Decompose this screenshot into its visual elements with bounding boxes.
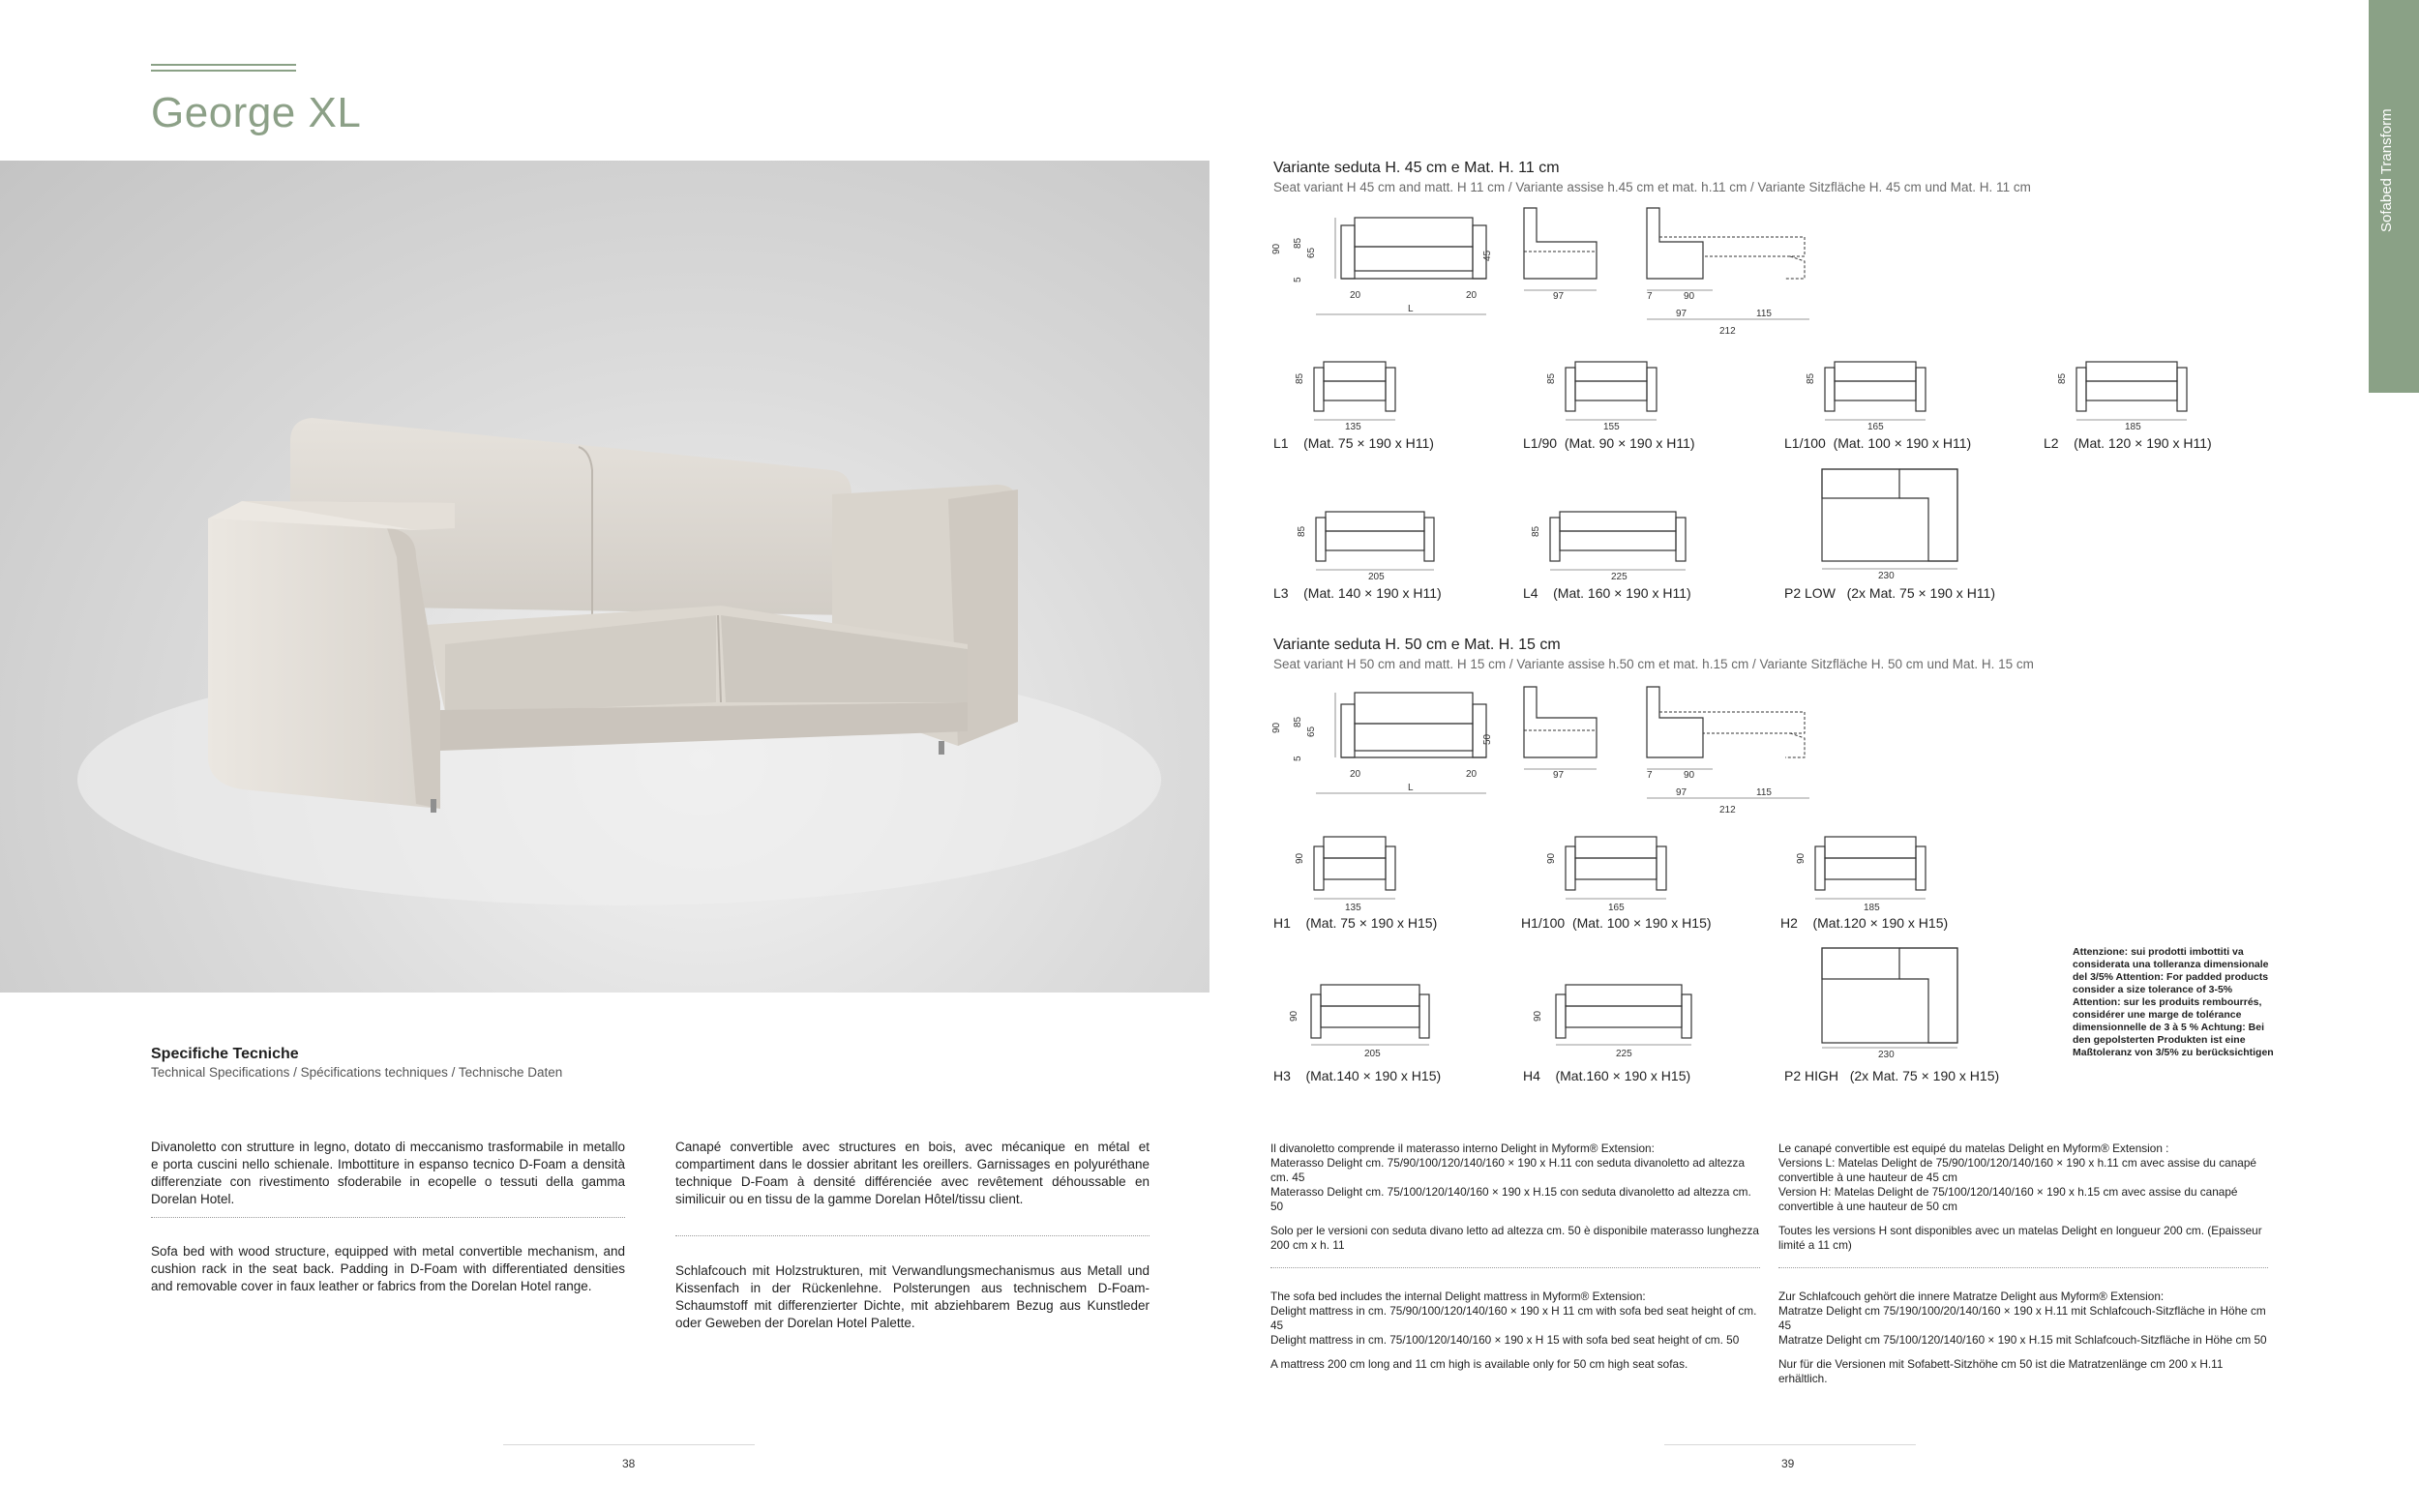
model-l3-drawing [1295, 498, 1449, 585]
dim-d7: 7 [1647, 291, 1653, 302]
model-code: H3 [1273, 1068, 1291, 1083]
open-bed-drawing [1647, 208, 1809, 337]
dim-width: 225 [1616, 1049, 1632, 1059]
mattress-de-line: Matratze Delight cm 75/190/100/20/140/160 × 190 x H.11 mit Schlafcouch-Sitzfläche in Höhe cm 45 [1778, 1304, 2266, 1332]
dim-width: 135 [1345, 422, 1361, 432]
spec-text-de: Schlafcouch mit Holzstrukturen, mit Verwandlungsmechanismus aus Metall und Kissenfach in der Rückenlehne. Polsterungen aus technischem D-Foam-Schaumstoff mit differenzierter Dichte, mit abziehbarem Bezug aus Kunstleder oder Geweben der Dorelan Hotel Palette. [675, 1263, 1150, 1330]
dim-width: 205 [1364, 1049, 1381, 1059]
product-photo [0, 161, 1210, 993]
dim-d97: 97 [1676, 787, 1687, 798]
dim-seat: 50 [1482, 733, 1493, 745]
dim-h85: 85 [1293, 716, 1303, 727]
mattress-de-line: Matratze Delight cm 75/100/120/140/160 × 190 x H.15 mit Schlafcouch-Sitzfläche in Höhe cm 50 [1778, 1333, 2267, 1347]
model-code: L1/90 [1523, 435, 1558, 451]
spec-text-en: Sofa bed with wood structure, equipped with metal convertible mechanism, and cushion rack in the seat back. Padding in D-Foam with differentiated densities and removable cover in faux leather or fabrics from the Dorelan Hotel range. [151, 1244, 625, 1293]
model-label-l4 [1523, 585, 1691, 601]
dim-width: 155 [1603, 422, 1620, 432]
dim-height: 90 [1289, 1010, 1299, 1022]
model-l4-drawing [1529, 498, 1703, 585]
model-mattress: (Mat. 140 × 190 x H11) [1303, 585, 1442, 601]
model-l1-drawing [1297, 350, 1413, 432]
mattress-fr-intro: Le canapé convertible est equipé du matelas Delight en Myform® Extension : [1778, 1141, 2169, 1155]
dim-d115: 115 [1756, 787, 1772, 798]
model-code: H1 [1273, 915, 1291, 931]
dim-height: 85 [1546, 372, 1557, 384]
mattress-it-line: Materasso Delight cm. 75/90/100/120/140/160 × 190 x H.11 con seduta divanoletto ad altezza cm. 45 [1270, 1156, 1746, 1184]
model-mattress: (2x Mat. 75 × 190 x H11) [1846, 585, 1996, 601]
dim-height: 85 [1295, 372, 1305, 384]
model-mattress: (Mat.160 × 190 x H15) [1555, 1068, 1691, 1083]
model-code: P2 HIGH [1784, 1068, 1839, 1083]
model-mattress: (Mat. 90 × 190 x H11) [1564, 435, 1695, 451]
dim-d212: 212 [1719, 326, 1736, 337]
mattress-en-line: Delight mattress in cm. 75/100/120/140/160 × 190 x H 15 with sofa bed seat height of cm. 50 [1270, 1333, 1740, 1347]
variant45-section-drawings [1268, 198, 1848, 343]
model-mattress: (Mat. 100 × 190 x H15) [1571, 915, 1712, 931]
model-code: P2 LOW [1784, 585, 1836, 601]
variant45-subtitle: Seat variant H 45 cm and matt. H 11 cm / Variante assise h.45 cm et mat. h.11 cm / Variante Sitzfläche H. 45 cm und Mat. H. 11 cm [1273, 180, 2031, 194]
mattress-it-intro: Il divanoletto comprende il materasso interno Delight in Myform® Extension: [1270, 1141, 1655, 1155]
dim-seat: 45 [1482, 250, 1493, 261]
dim-width: 225 [1611, 572, 1628, 582]
front-view-drawing [1271, 218, 1493, 314]
side-view-drawing [1524, 687, 1597, 781]
dim-height: 90 [1546, 852, 1557, 864]
divider [1270, 1267, 1760, 1268]
model-label-l1 [1273, 435, 1434, 451]
dim-length: L [1408, 783, 1414, 793]
dim-height: 85 [1531, 525, 1541, 537]
dim-h5: 5 [1293, 756, 1303, 761]
tolerance-note: Attenzione: sui prodotti imbottiti va considerata una tolleranza dimensionale del 3/5% Attention: For padded products consider a size tolerance of 3-5% Attention: sur les produits rembourrés, considérer une marge de tolérance dimensionnelle de 3 à 5 % Achtung: Bei den gepolsterten Produkten ist eine Maßtoleranz von 3/5% zu berücksichtigen [2073, 946, 2274, 1058]
model-mattress: (Mat.140 × 190 x H15) [1305, 1068, 1442, 1083]
model-l2-drawing [2059, 350, 2204, 432]
mattress-de [1778, 1290, 2268, 1386]
dim-arm-right: 20 [1466, 769, 1478, 780]
dim-h65: 65 [1306, 726, 1317, 737]
model-code: H1/100 [1521, 915, 1566, 931]
dim-d212: 212 [1719, 805, 1736, 815]
model-label-l2 [2044, 435, 2212, 451]
dim-height: 90 [1796, 852, 1807, 864]
title-rule-top [151, 64, 296, 66]
model-h3-drawing [1277, 967, 1451, 1064]
mattress-en [1270, 1290, 1760, 1372]
page-title: George XL [151, 89, 362, 136]
model-code: L1 [1273, 435, 1289, 451]
variant45-title: Variante seduta H. 45 cm e Mat. H. 11 cm [1273, 160, 1560, 176]
footer-rule [1664, 1444, 1916, 1445]
mattress-en-line: Delight mattress in cm. 75/90/100/120/140/160 × 190 x H 11 cm with sofa bed seat height of cm. 45 [1270, 1304, 1757, 1332]
model-code: L3 [1273, 585, 1289, 601]
model-label-h2 [1780, 915, 1948, 931]
dim-height: 90 [1533, 1010, 1543, 1022]
dim-length: L [1408, 304, 1414, 314]
dim-width: 165 [1608, 903, 1625, 913]
mattress-fr [1778, 1141, 2268, 1253]
mattress-en-note: A mattress 200 cm long and 11 cm high is available only for 50 cm high seat sofas. [1270, 1357, 1688, 1371]
dim-height: 85 [1297, 525, 1307, 537]
model-mattress: (Mat.120 × 190 x H15) [1812, 915, 1949, 931]
specs-subheading: Technical Specifications / Spécifications techniques / Technische Daten [151, 1065, 563, 1080]
model-l1-90-drawing [1548, 350, 1674, 432]
model-h4-drawing [1519, 967, 1703, 1064]
model-code: L2 [2044, 435, 2059, 451]
dim-h5: 5 [1293, 277, 1303, 282]
side-view-drawing [1524, 208, 1597, 302]
open-bed-drawing [1647, 687, 1809, 815]
dim-height: 85 [2057, 372, 2068, 384]
mattress-de-intro: Zur Schlafcouch gehört die innere Matratze Delight aus Myform® Extension: [1778, 1290, 2165, 1303]
model-label-p2-low [1784, 585, 1995, 601]
mattress-en-intro: The sofa bed includes the internal Delight mattress in Myform® Extension: [1270, 1290, 1646, 1303]
dim-d90: 90 [1684, 770, 1695, 781]
dim-arm-left: 20 [1350, 769, 1361, 780]
dim-h65: 65 [1306, 247, 1317, 258]
dim-d97: 97 [1676, 309, 1687, 319]
dim-width: 230 [1878, 1050, 1895, 1060]
model-code: L4 [1523, 585, 1538, 601]
model-mattress: (Mat. 160 × 190 x H11) [1553, 585, 1691, 601]
dim-depth: 97 [1553, 291, 1565, 302]
dim-width: 135 [1345, 903, 1361, 913]
title-rule-bottom [151, 70, 296, 72]
mattress-it [1270, 1141, 1760, 1253]
side-tab [2369, 0, 2419, 393]
variant50-section-drawings [1268, 677, 1848, 822]
dim-depth: 97 [1553, 770, 1565, 781]
model-mattress: (Mat. 75 × 190 x H11) [1303, 435, 1434, 451]
model-label-l1-90 [1523, 435, 1695, 451]
dim-h90: 90 [1271, 243, 1282, 254]
dim-d90: 90 [1684, 291, 1695, 302]
dim-h85: 85 [1293, 237, 1303, 249]
dim-width: 185 [1864, 903, 1880, 913]
model-mattress: (Mat. 100 × 190 x H11) [1833, 435, 1972, 451]
model-h2-drawing [1798, 827, 1943, 914]
spec-text-it: Divanoletto con strutture in legno, dotato di meccanismo trasformabile in metallo e porta cuscini nello schienale. Imbottiture in espanso tecnico D-Foam a densità differenziate con rivestimento sfoderabile in ecopelle o tessuti della gamma Dorelan Hotel. [151, 1140, 625, 1206]
mattress-fr-line: Versions L: Matelas Delight de 75/90/100/120/140/160 × 190 x h.11 cm avec assise du canapé convertible à une hauteur de 45 cm [1778, 1156, 2256, 1184]
dim-width: 230 [1878, 571, 1895, 581]
dim-d115: 115 [1756, 309, 1772, 319]
model-p2-high-drawing [1817, 943, 1962, 1064]
divider [1778, 1267, 2268, 1268]
footer-rule [503, 1444, 755, 1445]
model-code: H2 [1780, 915, 1798, 931]
mattress-de-note: Nur für die Versionen mit Sofabett-Sitzhöhe cm 50 ist die Matratzenlänge cm 200 x H.11 erhältlich. [1778, 1357, 2224, 1385]
dim-width: 205 [1368, 572, 1385, 582]
model-label-h4 [1523, 1068, 1690, 1083]
page-number-left: 38 [622, 1457, 636, 1470]
model-h1-100-drawing [1548, 827, 1684, 914]
model-label-h3 [1273, 1068, 1441, 1083]
model-p2-low-drawing [1817, 464, 1962, 585]
divider [151, 1217, 625, 1218]
model-mattress: (Mat. 75 × 190 x H15) [1305, 915, 1438, 931]
dim-arm-right: 20 [1466, 290, 1478, 301]
model-code: L1/100 [1784, 435, 1826, 451]
model-label-h1 [1273, 915, 1437, 931]
divider [675, 1235, 1150, 1236]
variant50-title: Variante seduta H. 50 cm e Mat. H. 15 cm [1273, 637, 1561, 653]
side-tab-label: Sofabed Transform [2378, 108, 2395, 232]
model-l1-100-drawing [1807, 350, 1943, 432]
dim-arm-left: 20 [1350, 290, 1361, 301]
page-number-right: 39 [1781, 1457, 1795, 1470]
model-label-l1-100 [1784, 435, 1971, 451]
mattress-fr-note: Toutes les versions H sont disponibles avec un matelas Delight en longueur 200 cm. (Epaisseur limité a 11 cm) [1778, 1224, 2262, 1252]
mattress-fr-line: Version H: Matelas Delight de 75/100/120/140/160 × 190 x h.15 cm avec assise du canapé convertible à une hauteur de 50 cm [1778, 1185, 2238, 1213]
front-view-drawing [1271, 693, 1493, 793]
sofa-illustration [0, 161, 1210, 993]
specs-heading: Specifiche Tecniche [151, 1046, 299, 1062]
model-h1-drawing [1297, 827, 1413, 914]
dim-h90: 90 [1271, 722, 1282, 733]
variant50-subtitle: Seat variant H 50 cm and matt. H 15 cm / Variante assise h.50 cm et mat. h.15 cm / Variante Sitzfläche H. 50 cm und Mat. H. 15 cm [1273, 657, 2034, 671]
spec-text-fr: Canapé convertible avec structures en bois, avec mécanique en métal et compartiment dans le dossier abritant les oreillers. Garnissages en polyuréthane technique D-Foam à densité différenciée avec revêtement déhoussable en similicuir ou en tissu de la gamme Dorelan Hôtel/tissu client. [675, 1140, 1150, 1206]
dim-d7: 7 [1647, 770, 1653, 781]
model-mattress: (2x Mat. 75 × 190 x H15) [1849, 1068, 2000, 1083]
dim-height: 85 [1806, 372, 1816, 384]
mattress-it-note: Solo per le versioni con seduta divano letto ad altezza cm. 50 è disponibile materasso lunghezza 200 cm x h. 11 [1270, 1224, 1759, 1252]
model-code: H4 [1523, 1068, 1540, 1083]
dim-width: 185 [2125, 422, 2141, 432]
dim-width: 165 [1867, 422, 1884, 432]
model-label-l3 [1273, 585, 1442, 601]
model-label-h1-100 [1521, 915, 1712, 931]
dim-height: 90 [1295, 852, 1305, 864]
mattress-it-line: Materasso Delight cm. 75/100/120/140/160 × 190 x H.15 con seduta divanoletto ad altezza cm. 50 [1270, 1185, 1751, 1213]
model-label-p2-high [1784, 1068, 1999, 1083]
model-mattress: (Mat. 120 × 190 x H11) [2074, 435, 2212, 451]
